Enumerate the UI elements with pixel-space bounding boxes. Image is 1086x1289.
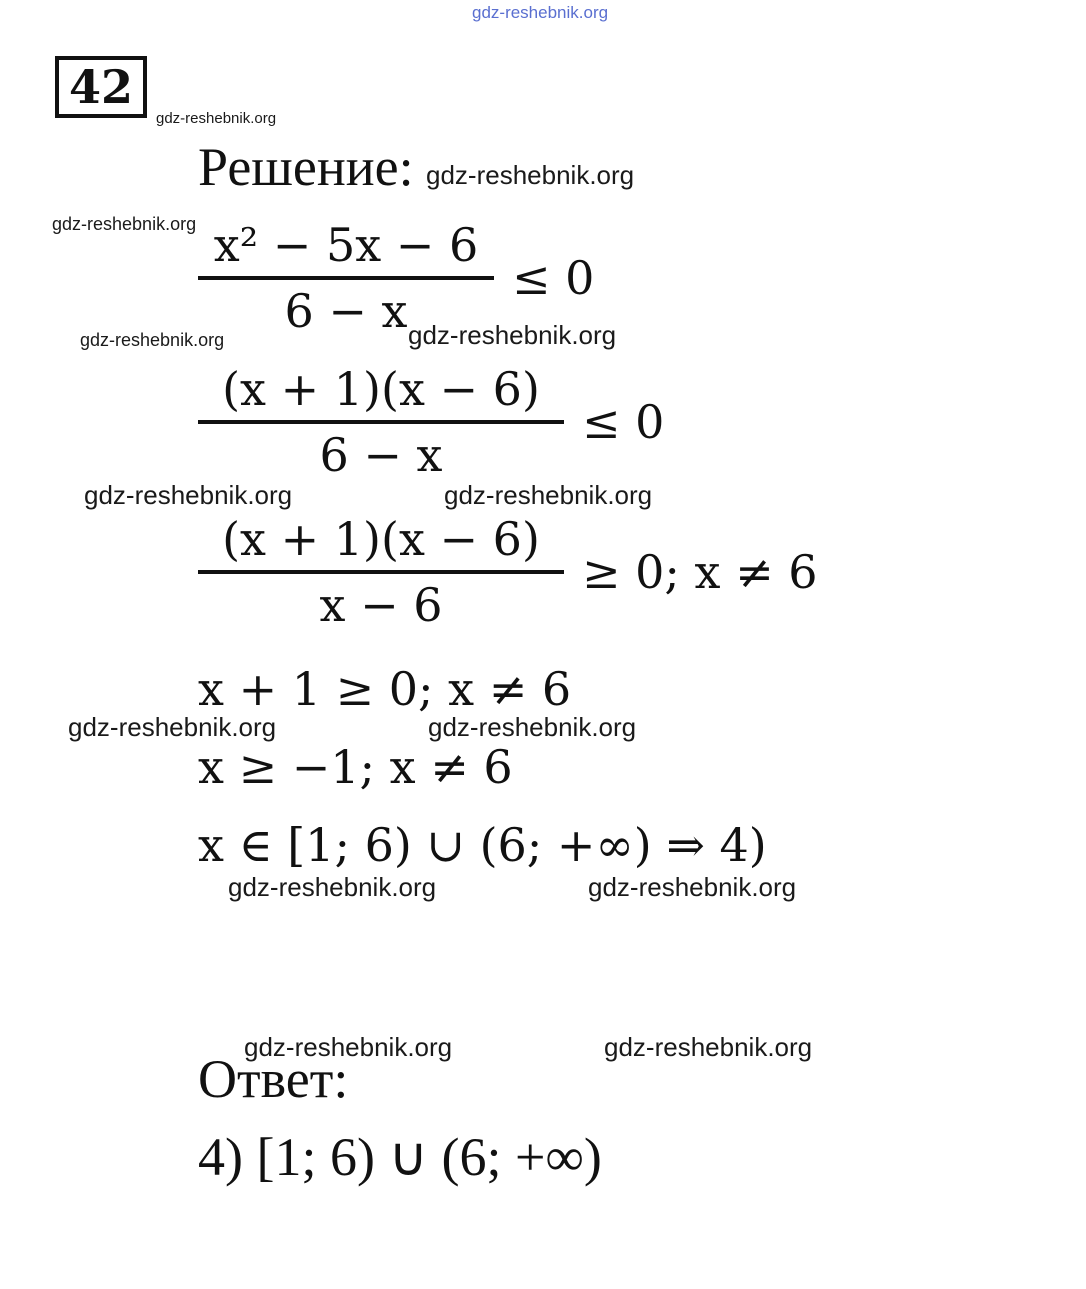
solution-set-line: x ∈ [1; 6) ∪ (6; +∞) ⇒ 4): [198, 818, 767, 872]
inequality-step-4: x + 1 ≥ 0; x ≠ 6: [198, 662, 572, 716]
watermark: gdz-reshebnik.org: [588, 872, 797, 902]
inequality-step-2: [198, 362, 665, 482]
answer-heading: Ответ:: [198, 1049, 349, 1109]
watermark: gdz-reshebnik.org: [408, 320, 617, 350]
watermark-top: gdz-reshebnik.org: [472, 3, 609, 22]
inequality-rhs: ≤ 0: [582, 395, 665, 449]
watermark: gdz-reshebnik.org: [156, 110, 277, 127]
watermark: gdz-reshebnik.org: [604, 1032, 813, 1062]
answer-value: 4) [1; 6) ∪ (6; +∞): [198, 1127, 602, 1187]
watermark: gdz-reshebnik.org: [228, 872, 437, 902]
watermark: gdz-reshebnik.org: [444, 480, 653, 510]
fraction-denominator: 6 − x: [319, 428, 443, 482]
fraction-numerator: (x + 1)(x − 6): [222, 512, 540, 566]
fraction-denominator: 6 − x: [284, 284, 408, 338]
solution-heading: Решение:: [198, 137, 414, 197]
fraction-bar: [198, 276, 494, 280]
watermark: gdz-reshebnik.org: [426, 160, 635, 190]
task-number-box: [55, 56, 147, 118]
task-number: 42: [68, 60, 133, 114]
inequality-step-3: [198, 512, 818, 632]
watermark: gdz-reshebnik.org: [428, 712, 637, 742]
watermark: gdz-reshebnik.org: [68, 712, 277, 742]
inequality-rhs: ≥ 0; x ≠ 6: [582, 545, 818, 599]
fraction-bar: [198, 570, 564, 574]
fraction-numerator: (x + 1)(x − 6): [222, 362, 540, 416]
fraction-bar: [198, 420, 564, 424]
fraction-denominator: x − 6: [319, 578, 443, 632]
fraction-numerator: x² − 5x − 6: [213, 218, 479, 272]
watermark: gdz-reshebnik.org: [84, 480, 293, 510]
watermark: gdz-reshebnik.org: [244, 1032, 453, 1062]
watermark: gdz-reshebnik.org: [52, 214, 197, 234]
inequality-rhs: ≤ 0: [512, 251, 595, 305]
inequality-step-5: x ≥ −1; x ≠ 6: [198, 740, 513, 794]
watermark: gdz-reshebnik.org: [80, 330, 225, 350]
